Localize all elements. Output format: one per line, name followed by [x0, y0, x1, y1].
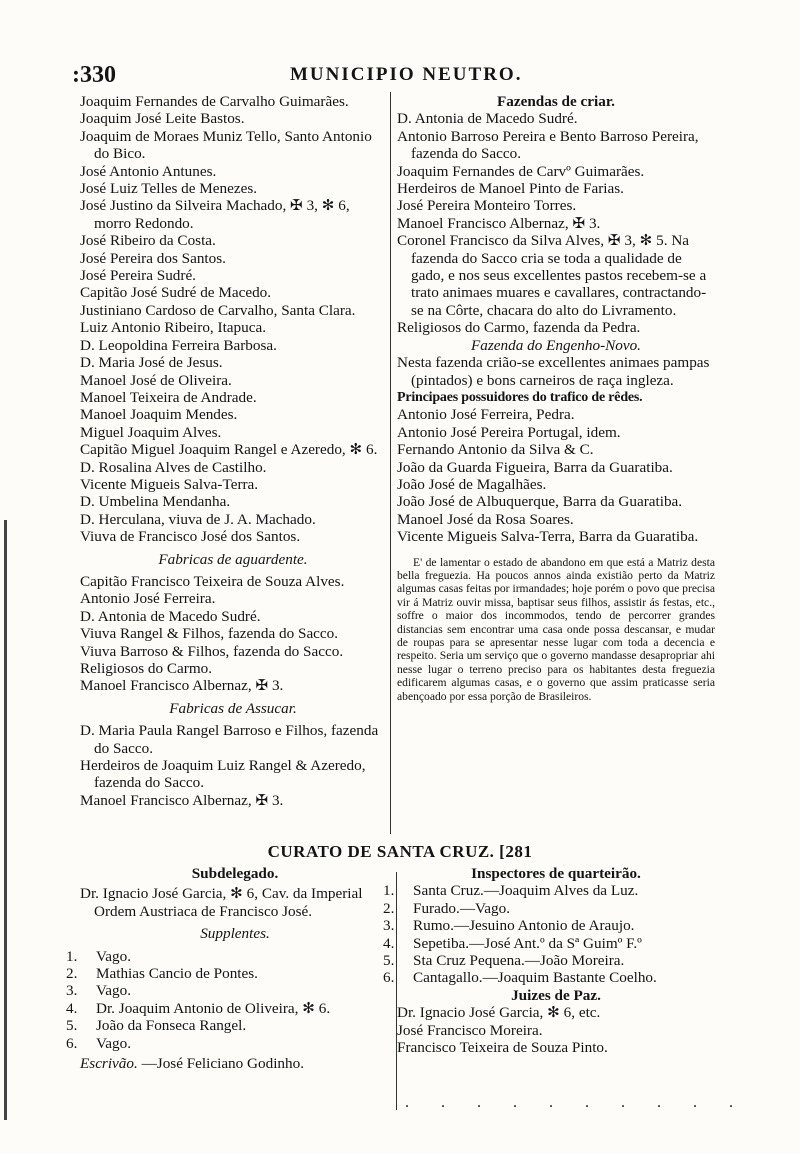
item-text: João da Fonseca Rangel. — [96, 1017, 247, 1035]
inspectores-list — [383, 882, 715, 987]
escrivao-name: —José Feliciano Godinho. — [141, 1055, 304, 1073]
list-group-fazendas — [397, 110, 715, 336]
list-item: Antonio Barroso Pereira e Bento Barroso Pereira, fazenda do Sacco. — [397, 127, 699, 163]
list-item: Capitão José Sudré de Macedo. — [80, 284, 272, 302]
list-item: José Ribeiro da Costa. — [80, 232, 216, 250]
list-item: Capitão Francisco Teixeira de Souza Alves. — [80, 572, 345, 590]
list-item: Joaquim Fernandes de Carvalho Guimarães. — [80, 93, 349, 110]
list-item — [66, 1017, 390, 1035]
list-item: Capitão Miguel Joaquim Rangel e Azeredo, ✻ 6. — [80, 441, 378, 459]
list-item: José Pereira Monteiro Torres. — [397, 197, 577, 215]
list-item: José Francisco Moreira. — [397, 1021, 543, 1039]
left-column — [80, 93, 386, 809]
item-number: 3. — [66, 982, 78, 1000]
heading-engenho-novo: Fazenda do Engenho-Novo. — [471, 336, 641, 354]
heading-fazendas-criar: Fazendas de criar. — [497, 93, 615, 110]
page-number: :330 — [72, 62, 116, 88]
list-item: Dr. Ignacio José Garcia, ✻ 6, etc. — [397, 1004, 601, 1022]
list-item: João da Guarda Figueira, Barra da Guaratiba. — [397, 458, 673, 476]
list-item: Miguel Joaquim Alves. — [80, 423, 222, 441]
item-number: 5. — [66, 1017, 78, 1035]
list-item: José Pereira dos Santos. — [80, 249, 226, 267]
list-item — [66, 1034, 390, 1052]
item-number: 2. — [66, 965, 78, 983]
list-item: Manoel José de Oliveira. — [80, 371, 232, 389]
list-item — [66, 999, 390, 1017]
list-item: D. Umbelina Mendanha. — [80, 493, 231, 511]
list-item: Justiniano Cardoso de Carvalho, Santa Clara. — [80, 301, 356, 319]
list-item: Manoel Joaquim Mendes. — [80, 406, 238, 424]
list-item: D. Maria Paula Rangel Barroso e Filhos, fazenda do Sacco. — [80, 722, 379, 757]
list-item — [66, 947, 390, 965]
list-item: Viuva Barroso & Filhos, fazenda do Sacco. — [80, 642, 344, 660]
list-item: Antonio José Ferreira. — [80, 590, 216, 608]
item-number: 6. — [383, 969, 395, 987]
item-text: Vago. — [96, 982, 132, 1000]
list-item — [66, 965, 390, 983]
list-item: D. Leopoldina Ferreira Barbosa. — [80, 336, 277, 354]
list-item: D. Maria José de Jesus. — [80, 354, 223, 372]
list-group-engenho — [397, 354, 715, 389]
list-item: Manoel José da Rosa Soares. — [397, 510, 574, 528]
list-item: Manoel Francisco Albernaz, ✠ 3. — [80, 791, 284, 809]
list-group-aguardente — [80, 573, 386, 695]
item-text: Cantagallo.—Joaquim Bastante Coelho. — [413, 969, 657, 987]
list-item: Herdeiros de Joaquim Luiz Rangel & Azeredo, fazenda do Sacco. — [80, 757, 366, 792]
heading-subdelegado: Subdelegado. — [191, 865, 279, 882]
list-group-assucar — [80, 722, 386, 809]
page-margin-mark — [4, 520, 7, 1120]
item-number: 3. — [383, 917, 395, 935]
list-group-trafico — [397, 406, 715, 545]
item-number: 1. — [383, 882, 395, 900]
list-item: Herdeiros de Manoel Pinto de Farias. — [397, 180, 624, 198]
list-item: Manoel Francisco Albernaz, ✠ 3. — [80, 677, 284, 695]
escrivao-label: Escrivão. — [80, 1055, 138, 1073]
juizes-list — [397, 1004, 715, 1056]
item-text: Santa Cruz.—Joaquim Alves da Luz. — [413, 882, 639, 900]
list-item: Nesta fazenda crião-se excellentes animaes pampas (pintados) e bons carneiros de raça ingleza. — [397, 354, 710, 389]
heading-fabricas-assucar: Fabricas de Assucar. — [169, 699, 297, 717]
item-text: Furado.—Vago. — [413, 899, 511, 917]
escrivao-entry — [80, 1055, 390, 1072]
list-item: Fernando Antonio da Silva & C. — [397, 441, 594, 459]
item-text: Sepetiba.—José Ant.º da Sª Guimº F.º — [413, 934, 642, 952]
list-item — [383, 882, 715, 900]
list-item: Luiz Antonio Ribeiro, Itapuca. — [80, 319, 267, 337]
item-text: Vago. — [96, 1034, 132, 1052]
item-text: Rumo.—Jesuino Antonio de Araujo. — [413, 917, 635, 935]
item-number: 2. — [383, 899, 395, 917]
heading-fabricas-aguardente: Fabricas de aguardente. — [158, 550, 308, 568]
list-item: Religiosos do Carmo, fazenda da Pedra. — [397, 319, 641, 337]
column-divider — [390, 92, 391, 834]
list-item — [383, 934, 715, 952]
section-title-curato: CURATO DE SANTA CRUZ. [281 — [267, 842, 533, 861]
subdelegado-entry: Dr. Ignacio José Garcia, ✻ 6, Cav. da Imperial Ordem Austriaca de Francisco José. — [80, 885, 363, 920]
curato-left-column — [66, 865, 390, 1073]
item-number: 1. — [66, 947, 78, 965]
heading-inspectores: Inspectores de quarteirão. — [471, 865, 641, 882]
heading-trafico-redes: Principaes possuidores do trafico de rêdes. — [397, 389, 643, 405]
item-text: Mathias Cancio de Pontes. — [96, 965, 258, 983]
list-item: Antonio José Pereira Portugal, idem. — [397, 423, 621, 441]
list-item — [383, 969, 715, 987]
list-item: Manoel Teixeira de Andrade. — [80, 388, 257, 406]
item-text: Sta Cruz Pequena.—João Moreira. — [413, 952, 625, 970]
list-item: Joaquim Fernandes de Carvº Guimarães. — [397, 162, 645, 180]
list-item — [383, 899, 715, 917]
list-item: Francisco Teixeira de Souza Pinto. — [397, 1039, 608, 1057]
list-item: D. Rosalina Alves de Castilho. — [80, 458, 267, 476]
list-item — [66, 982, 390, 1000]
list-item: José Justino da Silveira Machado, ✠ 3, ✻ 6, morro Redondo. — [80, 197, 350, 232]
list-item: Religiosos do Carmo. — [80, 660, 213, 677]
list-item: Joaquim José Leite Bastos. — [80, 110, 245, 128]
curato-right-column — [383, 865, 715, 1057]
list-item: José Pereira Sudré. — [80, 267, 196, 285]
item-number: 6. — [66, 1034, 78, 1052]
list-item: Manoel Francisco Albernaz, ✠ 3. — [397, 214, 601, 232]
supplentes-list — [66, 947, 390, 1052]
list-item: Viuva de Francisco José dos Santos. — [80, 528, 301, 546]
list-item: José Antonio Antunes. — [80, 162, 217, 180]
list-item: Vicente Migueis Salva-Terra. — [80, 475, 259, 493]
list-group-proprietors — [80, 93, 386, 546]
item-number: 4. — [383, 934, 395, 952]
list-item: José Luiz Telles de Menezes. — [80, 180, 258, 198]
list-item: João José de Magalhães. — [397, 475, 547, 493]
heading-juizes-paz: Juizes de Paz. — [511, 986, 601, 1004]
list-item: Coronel Francisco da Silva Alves, ✠ 3, ✻ 5. Na fazenda do Sacco cria se toda a qualidade de gado, e nos seus excellentes pastos recebem-se a trato animaes muares e cavallares, contractando-se na Côrte, chacara do alto do Livramento. — [397, 232, 707, 319]
list-item: João José de Albuquerque, Barra da Guaratiba. — [397, 493, 683, 511]
item-number: 4. — [66, 999, 78, 1017]
heading-supplentes: Supplentes. — [200, 925, 270, 943]
list-item: D. Antonia de Macedo Sudré. — [397, 110, 578, 128]
list-item: D. Antonia de Macedo Sudré. — [80, 607, 261, 625]
list-item: Viuva Rangel & Filhos, fazenda do Sacco. — [80, 625, 339, 643]
decorative-dots: . . . . . . . . . . — [405, 1094, 747, 1111]
right-column — [397, 93, 715, 703]
item-text: Vago. — [96, 947, 132, 965]
list-item: Antonio José Ferreira, Pedra. — [397, 406, 575, 424]
item-number: 5. — [383, 952, 395, 970]
list-item — [383, 917, 715, 935]
item-text: Dr. Joaquim Antonio de Oliveira, ✻ 6. — [96, 999, 331, 1017]
list-item — [383, 952, 715, 970]
list-item: Vicente Migueis Salva-Terra, Barra da Guaratiba. — [397, 528, 699, 546]
list-item: Joaquim de Moraes Muniz Tello, Santo Antonio do Bico. — [80, 127, 372, 163]
list-item: D. Herculana, viuva de J. A. Machado. — [80, 510, 316, 528]
running-head: MUNICIPIO NEUTRO. — [290, 64, 523, 85]
matriz-paragraph: E' de lamentar o estado de abandono em que está a Matriz desta bella freguezia. Ha poucos annos ainda existião perto da Matriz algumas casas feitas por irmandades; hoje porém o povo que precisa vir á Matriz ouvir missa, baptisar seus filhos, assistir ás festas, etc., soffre o maior dos incommodos, tendo de percorrer grandes distancias sem encontrar uma casa onde possa descansar, e mudar de roupas para se apresentar nesse lugar com toda a decencia e respeito. Seria um serviço que o governo mandasse desapropriar ahi nesse lugar o terreno preciso para os habitantes desta freguezia edificarem algumas casas, e o governo que assim praticasse seria abençoado por essa porção de Brasileiros. — [397, 555, 715, 703]
